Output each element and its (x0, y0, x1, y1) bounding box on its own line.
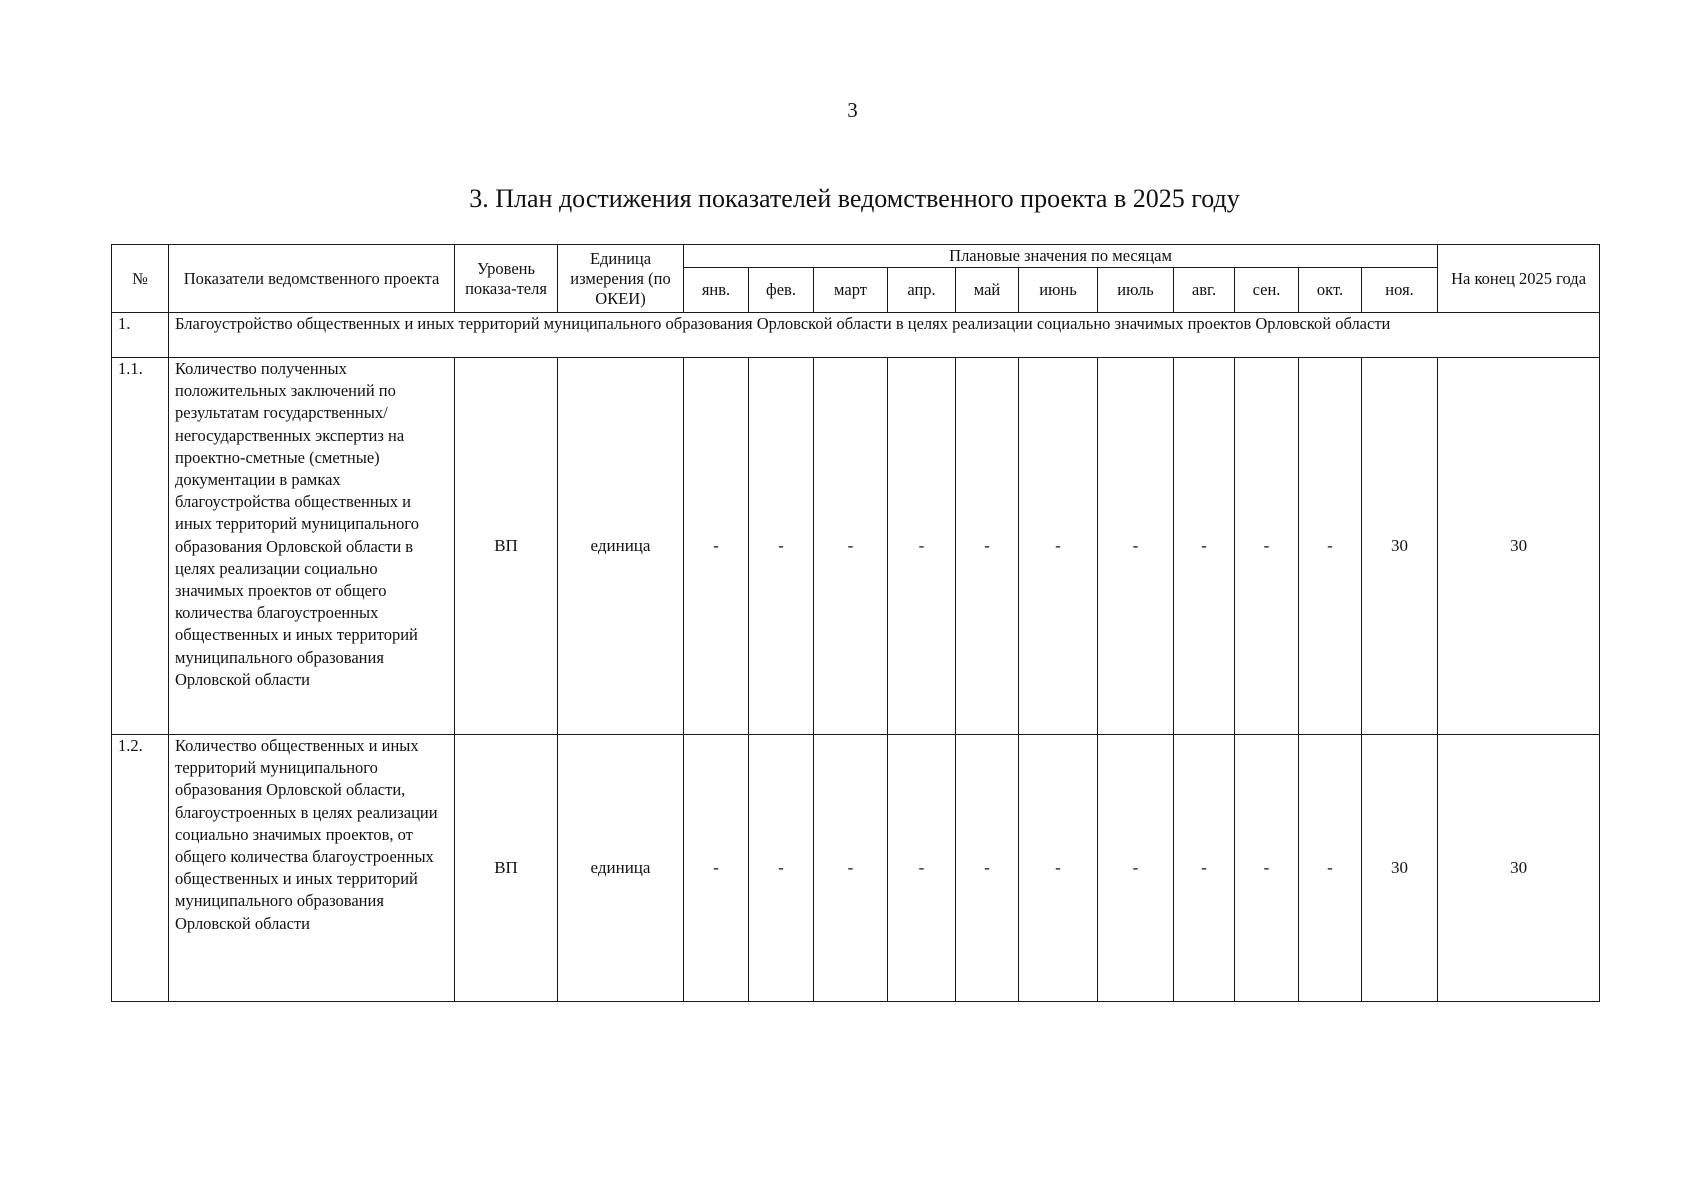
row-month-value: - (684, 358, 749, 735)
header-number: № (112, 245, 169, 313)
row-month-value: - (1098, 735, 1174, 1002)
header-month: янв. (684, 268, 749, 313)
row-month-value: - (956, 358, 1019, 735)
header-month: ноя. (1362, 268, 1438, 313)
header-indicator: Показатели ведомственного проекта (169, 245, 455, 313)
row-month-value: - (1019, 735, 1098, 1002)
row-level: ВП (455, 358, 558, 735)
header-month: авг. (1174, 268, 1235, 313)
section-title: Благоустройство общественных и иных территорий муниципального образования Орловской области в целях реализации социально значимых проектов Орловской области (169, 313, 1600, 358)
header-monthly-group: Плановые значения по месяцам (684, 245, 1438, 268)
row-month-value: - (1299, 735, 1362, 1002)
header-unit: Единица измерения (по ОКЕИ) (558, 245, 684, 313)
row-year-end-value: 30 (1438, 358, 1600, 735)
document-title: 3. План достижения показателей ведомственного проекта в 2025 году (469, 184, 1240, 213)
row-month-value: - (888, 358, 956, 735)
row-month-value: - (1235, 358, 1299, 735)
header-month: июнь (1019, 268, 1098, 313)
header-year-end: На конец 2025 года (1438, 245, 1600, 313)
row-month-value: - (1098, 358, 1174, 735)
header-month: фев. (749, 268, 814, 313)
row-month-value: - (1235, 735, 1299, 1002)
header-month: май (956, 268, 1019, 313)
row-month-value: - (1299, 358, 1362, 735)
header-level: Уровень показа-теля (455, 245, 558, 313)
section-row (112, 313, 1600, 358)
row-month-value: - (1174, 358, 1235, 735)
row-unit: единица (558, 358, 684, 735)
indicators-plan-table (111, 244, 1600, 1002)
row-number: 1.1. (112, 358, 169, 735)
row-month-value: - (888, 735, 956, 1002)
header-month: апр. (888, 268, 956, 313)
page-number: 3 (847, 98, 858, 122)
row-month-value: - (1019, 358, 1098, 735)
row-month-value: - (749, 735, 814, 1002)
table-row (112, 358, 1600, 735)
row-unit: единица (558, 735, 684, 1002)
table-row (112, 735, 1600, 1002)
row-month-value: - (684, 735, 749, 1002)
row-indicator: Количество полученных положительных заключений по результатам государственных/ негосударственных экспертиз на проектно-сметные (сметные) документации в рамках благоустройства общественных и иных территорий муниципального образования Орловской области в целях реализации социально значимых проектов от общего количества благоустроенных общественных и иных территорий муниципального образования Орловской области (169, 358, 455, 735)
row-indicator: Количество общественных и иных территорий муниципального образования Орловской области, благоустроенных в целях реализации социально значимых проектов, от общего количества благоустроенных общественных и иных территорий муниципального образования Орловской области (169, 735, 455, 1002)
row-number: 1.2. (112, 735, 169, 1002)
row-month-value: - (814, 358, 888, 735)
header-month: март (814, 268, 888, 313)
row-month-value: - (956, 735, 1019, 1002)
header-month: сен. (1235, 268, 1299, 313)
row-month-value: - (1174, 735, 1235, 1002)
header-month: окт. (1299, 268, 1362, 313)
row-month-value: 30 (1362, 735, 1438, 1002)
section-number: 1. (112, 313, 169, 358)
row-month-value: - (749, 358, 814, 735)
header-month: июль (1098, 268, 1174, 313)
row-level: ВП (455, 735, 558, 1002)
row-year-end-value: 30 (1438, 735, 1600, 1002)
row-month-value: 30 (1362, 358, 1438, 735)
row-month-value: - (814, 735, 888, 1002)
